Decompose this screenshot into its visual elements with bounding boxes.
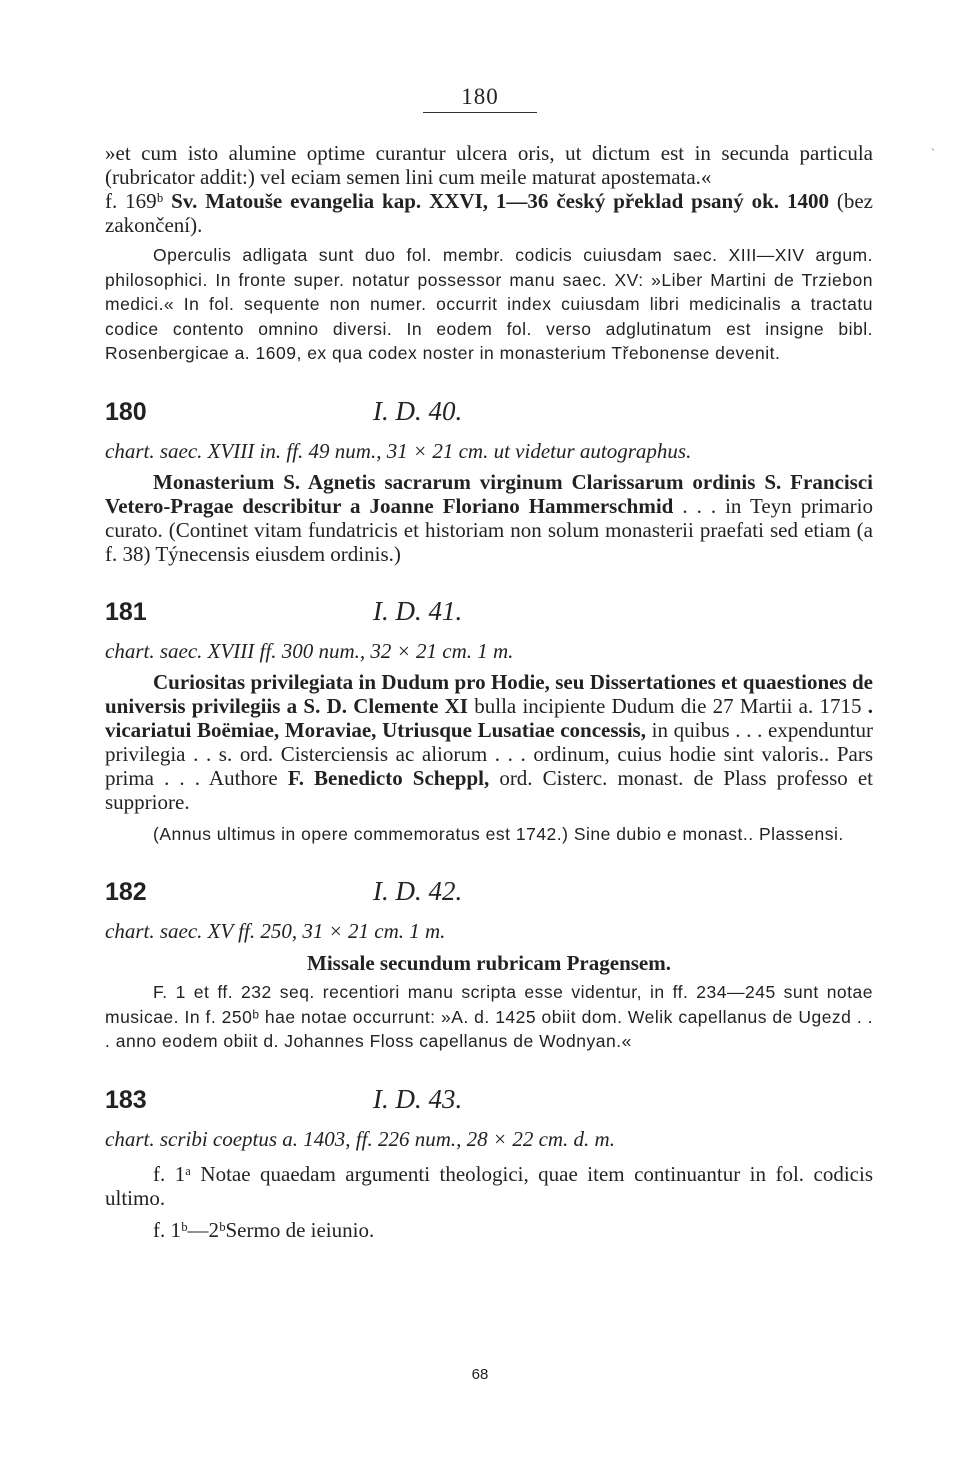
- codex-description: chart. scribi coeptus a. 1403, ff. 226 num., 28 × 22 cm. d. m.: [105, 1126, 615, 1151]
- intro-entry-line: [105, 189, 873, 237]
- entry-heading: [105, 1084, 873, 1116]
- intro-bold-title: Sv. Matouše evangelia kap. XXVI, 1—36 český překlad psaný ok. 1400: [171, 189, 829, 213]
- entry-body: [105, 470, 873, 566]
- entry-text: bulla incipiente Dudum die 27 Martii a. 1715: [467, 693, 868, 718]
- entry-line: f. 1ᵃ Notae quaedam argumenti theologici, quae item continuantur in fol. codicis ultimo.: [105, 1161, 873, 1210]
- entry-bold-title: Monasterium S. Agnetis sacrarum virginum Clarissarum ordinis S. Francisci Vetero-Pragae describitur a Joanne Floriano Hammerschmid: [105, 469, 873, 518]
- intro-folio: f. 169ᵇ: [105, 189, 172, 213]
- codex-description: chart. saec. XVIII ff. 300 num., 32 × 21 cm. 1 m.: [105, 638, 514, 663]
- entry-note: F. 1 et ff. 232 seq. recentiori manu scripta esse videntur, in ff. 234—245 sunt notae musicae. In f. 250ᵇ hae notae occurrunt: »A. d. 1425 obiit dom. Welik capellanus de Ugezd . . . anno eodem obiit d. Johannes Floss capellanus de Wodnyan.«: [105, 982, 873, 1051]
- shelf-signature: I. D. 43.: [373, 1083, 463, 1114]
- shelf-signature: I. D. 41.: [373, 595, 463, 626]
- entry-text: in quibus . . . expenduntur privilegia . . s. ord. Cisterciensis ac aliorum . . . ordinum, cuius hodie sint valoris.. Pars prima . . . Authore: [105, 717, 873, 790]
- entry-heading: [105, 396, 873, 428]
- entry-note: (Annus ultimus in opere commemoratus est 1742.) Sine dubio e monast.. Plassensi.: [153, 823, 844, 844]
- entry-author: F. Benedicto Scheppl,: [287, 765, 490, 790]
- intro-paragraph: »et cum isto alumine optime curantur ulcera oris, ut dictum est in secunda particula (rubricator addit:) vel eciam semen lini cum meile maturat apostemata.«: [105, 141, 873, 189]
- entry-line: f. 1ᵇ—2ᵇSermo de ieiunio.: [153, 1217, 375, 1242]
- shelf-signature: I. D. 42.: [373, 876, 463, 906]
- page-number: 180: [423, 84, 537, 113]
- page-header: [0, 84, 960, 113]
- entry-heading: [105, 876, 873, 908]
- intro-note: Operculis adligata sunt duo fol. membr. codicis cuiusdam saec. XIII—XIV argum. philosophici. In fronte super. notatur possessor manu saec. XV: »Liber Martini de Trziebon medici.« In fol. sequente non numer. occurrit index cuiusdam libri medicinalis a tractatu codice contento omnino diversi. In eodem fol. verso adglutinatum est insigne bibl. Rosenbergicae a. 1609, ex qua codex noster in monasterium Třebonense devenit.: [105, 245, 873, 363]
- entry-body: [105, 670, 873, 814]
- intro-suffix: (bez zakončení).: [105, 189, 874, 237]
- shelf-signature: I. D. 40.: [373, 395, 463, 426]
- entry-number: 180: [105, 397, 147, 426]
- entry-number: 183: [105, 1085, 147, 1114]
- entry-title: Missale secundum rubricam Pragensem.: [307, 951, 671, 975]
- margin-mark: ˋ: [931, 146, 935, 160]
- codex-description: chart. saec. XVIII in. ff. 49 num., 31 × 21 cm. ut videtur autographus.: [105, 438, 692, 463]
- codex-description: chart. saec. XV ff. 250, 31 × 21 cm. 1 m.: [105, 919, 446, 943]
- sheet-number: 68: [471, 1366, 489, 1383]
- entry-text: ord. Cisterc. monast. de Plass professo et suppriore.: [105, 765, 874, 814]
- entry-number: 181: [105, 597, 147, 626]
- entry-text: . . . in Teyn primario curato. (Continet vitam fundatricis et historiam non solum monasterii praefati sed etiam (a f. 38) Týnecensis eiusdem ordinis.): [105, 493, 873, 566]
- entry-heading: [105, 596, 873, 628]
- entry-bold-title: Curiositas privilegiata in Dudum pro Hodie, seu Dissertationes et quaestiones de universis privilegiis a S. D. Clemente XI: [105, 669, 873, 718]
- entry-bold-text: . vicariatui Boëmiae, Moraviae, Utriusque Lusatiae concessis,: [105, 693, 873, 742]
- page-content: [105, 141, 873, 1242]
- entry-number: 182: [105, 878, 147, 906]
